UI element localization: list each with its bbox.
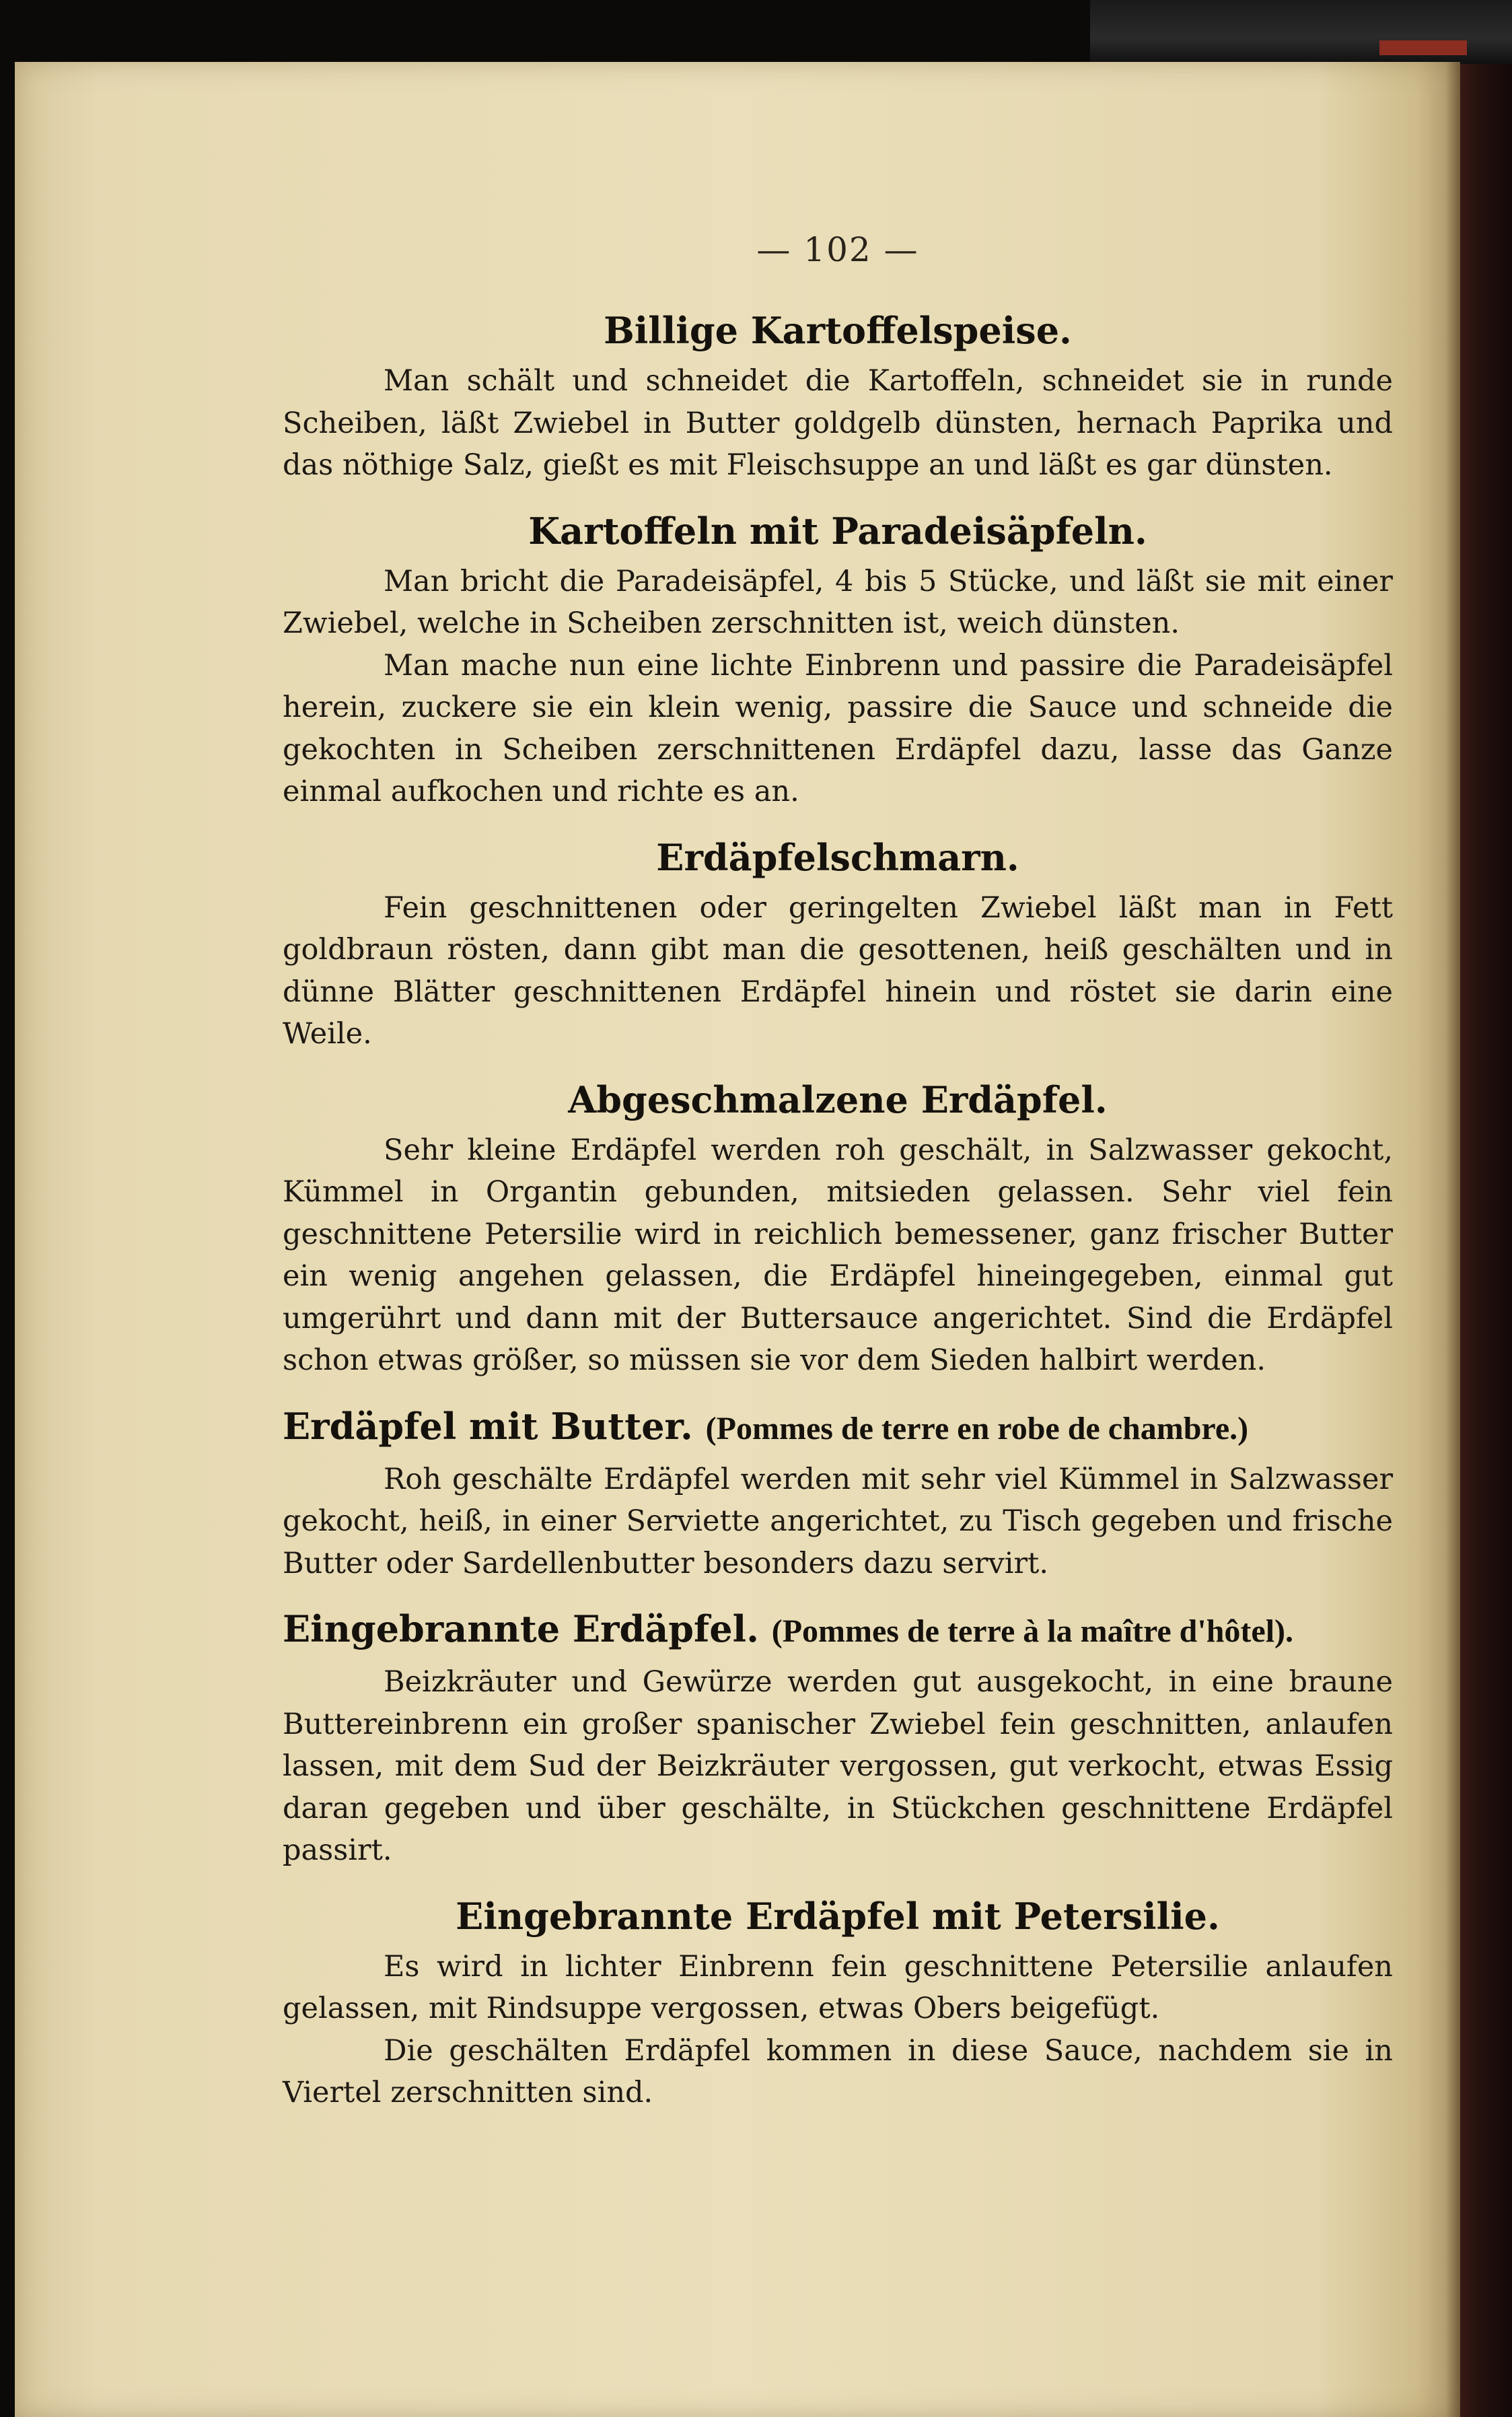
recipe-title-row [283, 1605, 1393, 1656]
recipe-paragraph: Man mache nun eine lichte Einbrenn und passire die Paradeisäpfel herein, zuckere sie ein klein wenig, passire die Sauce und schneide die gekochten in Scheiben zerschnittenen Erdäpfel dazu, lasse das Ganze einmal aufkochen und richte es an. [283, 648, 1393, 808]
recipe-title: Billige Kartoffelspeise. [604, 309, 1072, 352]
recipe-eingebrannte-erdaepfel [283, 1605, 1393, 1872]
recipe-title-row [283, 1402, 1393, 1453]
recipe-erdaepfelschmarn [283, 833, 1393, 1055]
recipe-abgeschmalzene-erdaepfel [283, 1076, 1393, 1382]
recipe-erdaepfel-mit-butter [283, 1402, 1393, 1585]
recipe-paragraph: Sehr kleine Erdäpfel werden roh geschält, in Salzwasser gekocht, Kümmel in Organtin gebunden, mitsieden gelassen. Sehr viel fein geschnittene Petersilie wird in reichlich bemessener, ganz frischer Butter ein wenig angehen gelassen, die Erdäpfel hineingegeben, einmal gut umgerührt und dann mit der Buttersauce angerichtet. Sind die Erdäpfel schon etwas größer, so müssen sie vor dem Sieden halbirt werden. [283, 1133, 1393, 1377]
recipe-title: Kartoffeln mit Paradeisäpfeln. [528, 509, 1147, 553]
bookmark-ribbon [1379, 40, 1467, 55]
recipe-paragraph: Man bricht die Paradeisäpfel, 4 bis 5 Stücke, und läßt sie mit einer Zwiebel, welche in Scheiben zerschnitten ist, weich dünsten. [283, 564, 1393, 640]
recipe-title: Abgeschmalzene Erdäpfel. [568, 1078, 1108, 1121]
recipe-paragraph: Fein geschnittenen oder geringelten Zwiebel läßt man in Fett goldbraun rösten, dann gibt man die gesottenen, heiß geschälten und in dünne Blätter geschnittenen Erdäpfel hinein und röstet sie darin eine Weile. [283, 890, 1393, 1051]
recipe-paragraph: Roh geschälte Erdäpfel werden mit sehr viel Kümmel in Salzwasser gekocht, heiß, in einer Serviette angerichtet, zu Tisch gegeben und frische Butter oder Sardellenbutter besonders dazu servirt. [283, 1462, 1393, 1580]
page-content [283, 230, 1393, 2134]
recipe-title: Eingebrannte Erdäpfel. [283, 1607, 759, 1650]
recipe-paragraph: Beizkräuter und Gewürze werden gut ausgekocht, in eine braune Buttereinbrenn ein großer spanischer Zwiebel fein geschnitten, anlaufen lassen, mit dem Sud der Beizkräuter vergossen, gut verkocht, etwas Essig daran gegeben und über geschälte, in Stückchen geschnittene Erdäpfel passirt. [283, 1665, 1393, 1867]
recipe-subtitle: (Pommes de terre en robe de chambre.) [705, 1410, 1249, 1446]
recipe-subtitle: (Pommes de terre à la maître d'hôtel). [771, 1613, 1294, 1649]
page-gutter-shadow [1445, 62, 1460, 2417]
page-number: — 102 — [756, 230, 919, 269]
recipe-eingebrannte-erdaepfel-mit-petersilie [283, 1892, 1393, 2114]
book-cover-edge [1457, 0, 1512, 2417]
recipe-paragraph: Die geschälten Erdäpfel kommen in diese Sauce, nachdem sie in Viertel zerschnitten sind. [283, 2033, 1393, 2109]
book-page [15, 62, 1460, 2417]
recipe-title: Erdäpfel mit Butter. [283, 1404, 693, 1448]
recipe-paragraph: Man schält und schneidet die Kartoffeln, schneidet sie in runde Scheiben, läßt Zwiebel in Butter goldgelb dünsten, hernach Paprika und das nöthige Salz, gießt es mit Fleischsuppe an und läßt es gar dünsten. [283, 364, 1393, 482]
recipe-title: Eingebrannte Erdäpfel mit Petersilie. [456, 1894, 1220, 1938]
recipe-title: Erdäpfelschmarn. [656, 835, 1019, 879]
recipe-billige-kartoffelspeise [283, 306, 1393, 487]
recipe-paragraph: Es wird in lichter Einbrenn fein geschnittene Petersilie anlaufen gelassen, mit Rindsuppe vergossen, etwas Obers beigefügt. [283, 1949, 1393, 2025]
recipe-kartoffeln-mit-paradeisaepfeln [283, 507, 1393, 813]
